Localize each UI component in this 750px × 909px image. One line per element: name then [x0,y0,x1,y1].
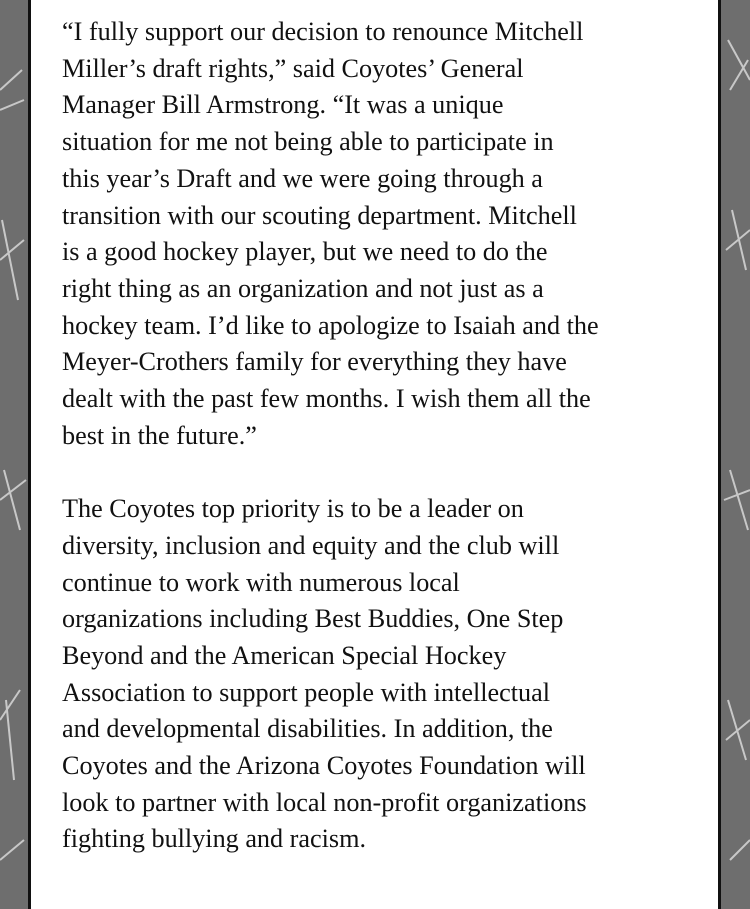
text-line: situation for me not being able to participate in [62,127,554,157]
statement-paragraph [62,491,702,858]
text-line: organizations including Best Buddies, One Step [62,604,564,634]
statement-text [62,14,702,895]
text-line: fighting bullying and racism. [62,824,367,854]
text-line: The Coyotes top priority is to be a leader on [62,494,524,524]
statement-paragraph [62,14,702,454]
text-line: “I fully support our decision to renounce Mitchell [62,17,584,46]
text-line: and developmental disabilities. In addition, the [62,714,553,744]
text-line: Association to support people with intellectual [62,677,551,707]
text-line: Coyotes and the Arizona Coyotes Foundation will [62,751,586,781]
text-line: diversity, inclusion and equity and the club will [62,530,560,560]
text-line: continue to work with numerous local [62,567,460,597]
text-line: dealt with the past few months. I wish them all the [62,384,591,414]
text-line: Meyer-Crothers family for everything they have [62,347,567,377]
text-line: best in the future.” [62,420,257,450]
text-line: is a good hockey player, but we need to do the [62,237,548,267]
text-line: this year’s Draft and we were going through a [62,163,543,193]
text-line: Miller’s draft rights,” said Coyotes’ General [62,53,524,83]
text-line: hockey team. I’d like to apologize to Isaiah and the [62,310,599,340]
text-line: Manager Bill Armstrong. “It was a unique [62,90,504,120]
text-line: right thing as an organization and not just as a [62,273,544,303]
text-line: look to partner with local non-profit organizations [62,787,587,817]
text-line: transition with our scouting department. Mitchell [62,200,577,230]
text-line: Beyond and the American Special Hockey [62,640,507,670]
